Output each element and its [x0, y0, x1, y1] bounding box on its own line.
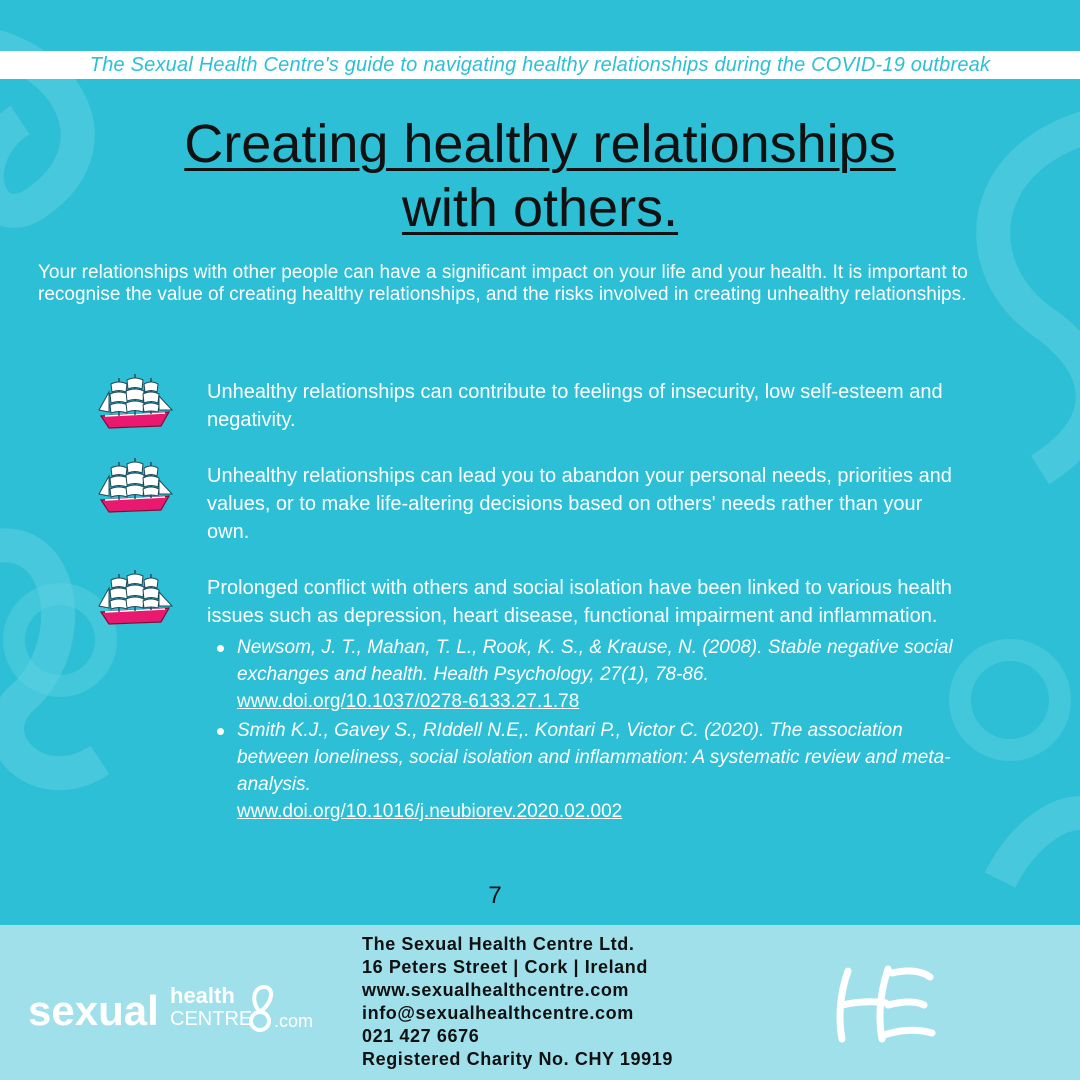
intro-paragraph: Your relationships with other people can have a significant impact on your life and your health. It is important to recognise the value of creating healthy relationships, and the risks involved in creating unhealthy relationships. [38, 262, 968, 305]
page-number: 7 [488, 882, 502, 909]
reference-item [237, 717, 957, 825]
address-line: The Sexual Health Centre Ltd. [362, 934, 635, 954]
point-item [95, 378, 995, 434]
logo-word-sexual: sexual [28, 987, 159, 1034]
point-text: Prolonged conflict with others and social isolation have been linked to various health issues such as depression, heart disease, functional impairment and inflammation. [207, 577, 952, 627]
reference-link[interactable]: www.doi.org/10.1016/j.neubiorev.2020.02.002 [237, 801, 623, 822]
page-title [40, 112, 1040, 240]
reference-citation: Smith K.J., Gavey S., RIddell N.E,. Kontari P., Victor C. (2020). The association between loneliness, social isolation and inflammation: A systematic review and meta-analysis. [237, 720, 951, 795]
website-link[interactable]: www.sexualhealthcentre.com [362, 980, 630, 1000]
sailing-ship-icon [95, 568, 175, 630]
address-line: 16 Peters Street | Cork | Ireland [362, 957, 648, 977]
reference-list [207, 634, 957, 825]
reference-citation: Newsom, J. T., Mahan, T. L., Rook, K. S., & Krause, N. (2008). Stable negative social exchanges and health. Health Psychology, 27(1), 78-86. [237, 637, 953, 685]
logo-word-health: health [170, 983, 235, 1008]
email-link[interactable]: info@sexualhealthcentre.com [362, 1003, 634, 1023]
sailing-ship-icon [95, 372, 175, 434]
title-line-2: with others. [401, 178, 679, 238]
sexual-health-centre-logo [28, 973, 328, 1043]
charity-number: Registered Charity No. CHY 19919 [362, 1049, 673, 1069]
point-text: Unhealthy relationships can contribute to feelings of insecurity, low self-esteem and negativity. [207, 381, 943, 431]
footer [0, 925, 1080, 1080]
contact-address [362, 933, 673, 1071]
hse-logo [830, 963, 940, 1043]
logo-symbol-icon [251, 987, 271, 1030]
title-line-1: Creating healthy relationships [184, 114, 896, 174]
logo-word-centre: CENTRE [170, 1008, 253, 1030]
reference-link[interactable]: www.doi.org/10.1037/0278-6133.27.1.78 [237, 691, 580, 712]
phone-number: 021 427 6676 [362, 1026, 480, 1046]
point-item [95, 462, 995, 546]
logo-suffix: .com [274, 1011, 314, 1031]
point-item [95, 574, 995, 827]
guide-banner: The Sexual Health Centre's guide to navigating healthy relationships during the COVID-19 outbreak [0, 51, 1080, 79]
point-text: Unhealthy relationships can lead you to abandon your personal needs, priorities and values, or to make life-altering decisions based on others' needs rather than your own. [207, 465, 952, 543]
reference-item [237, 634, 957, 715]
sailing-ship-icon [95, 456, 175, 518]
